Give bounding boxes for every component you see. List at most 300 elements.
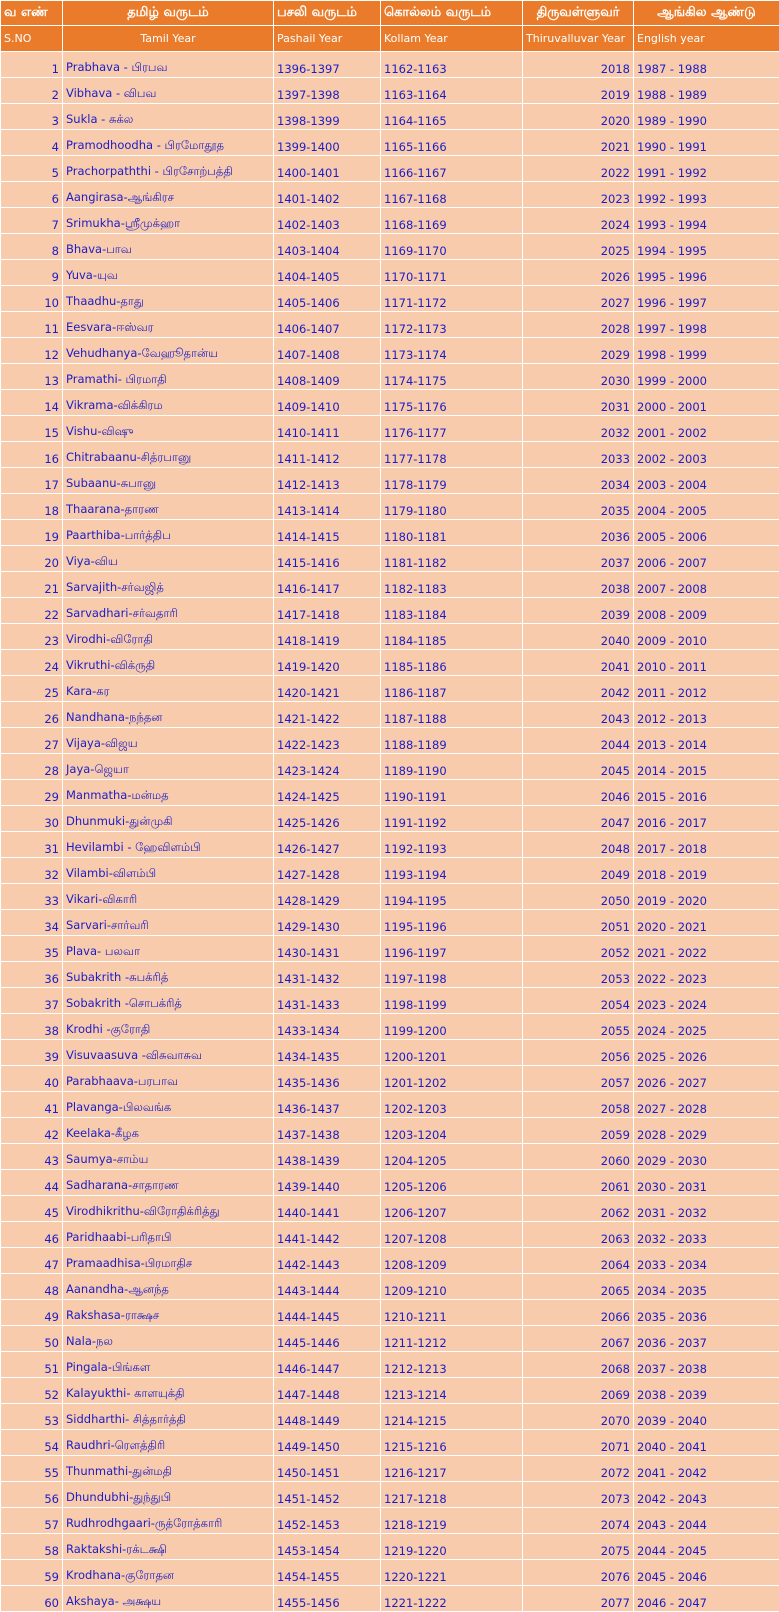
cell-sno: 54: [1, 1430, 63, 1456]
table-row: [1, 1144, 779, 1170]
cell-pashail-year: 1445-1446: [274, 1326, 381, 1352]
header-sno-tamil: வ எண்: [1, 1, 63, 26]
cell-pashail-year: 1449-1450: [274, 1430, 381, 1456]
cell-sno: 12: [1, 338, 63, 364]
cell-tamil-year: Nandhana-நந்தன: [63, 702, 274, 728]
cell-thiruvalluvar-year: 2057: [523, 1066, 634, 1092]
table-row: [1, 312, 779, 338]
cell-english-year: 2011 - 2012: [634, 676, 779, 702]
cell-pashail-year: 1430-1431: [274, 936, 381, 962]
header-tamil-year: Tamil Year: [63, 26, 274, 52]
cell-kollam-year: 1208-1209: [381, 1248, 523, 1274]
cell-tamil-year: Siddharthi- சித்தார்த்தி: [63, 1404, 274, 1430]
cell-kollam-year: 1167-1168: [381, 182, 523, 208]
cell-tamil-year: Sadharana-சாதாரண: [63, 1170, 274, 1196]
cell-thiruvalluvar-year: 2073: [523, 1482, 634, 1508]
cell-sno: 42: [1, 1118, 63, 1144]
cell-kollam-year: 1219-1220: [381, 1534, 523, 1560]
cell-thiruvalluvar-year: 2055: [523, 1014, 634, 1040]
cell-pashail-year: 1408-1409: [274, 364, 381, 390]
cell-thiruvalluvar-year: 2075: [523, 1534, 634, 1560]
cell-sno: 52: [1, 1378, 63, 1404]
cell-thiruvalluvar-year: 2041: [523, 650, 634, 676]
cell-thiruvalluvar-year: 2044: [523, 728, 634, 754]
cell-pashail-year: 1441-1442: [274, 1222, 381, 1248]
cell-kollam-year: 1175-1176: [381, 390, 523, 416]
cell-tamil-year: Nala-நல: [63, 1326, 274, 1352]
header-english-year: English year: [634, 26, 779, 52]
table-row: [1, 260, 779, 286]
cell-sno: 2: [1, 78, 63, 104]
cell-english-year: 1999 - 2000: [634, 364, 779, 390]
cell-tamil-year: Keelaka-கீழக: [63, 1118, 274, 1144]
cell-kollam-year: 1190-1191: [381, 780, 523, 806]
cell-tamil-year: Thunmathi-துன்மதி: [63, 1456, 274, 1482]
cell-thiruvalluvar-year: 2060: [523, 1144, 634, 1170]
cell-kollam-year: 1206-1207: [381, 1196, 523, 1222]
cell-thiruvalluvar-year: 2025: [523, 234, 634, 260]
cell-thiruvalluvar-year: 2024: [523, 208, 634, 234]
header-kollam-year-tamil: கொல்லம் வருடம்: [381, 1, 523, 26]
cell-tamil-year: Viya-விய: [63, 546, 274, 572]
cell-kollam-year: 1181-1182: [381, 546, 523, 572]
cell-thiruvalluvar-year: 2064: [523, 1248, 634, 1274]
cell-kollam-year: 1184-1185: [381, 624, 523, 650]
cell-sno: 47: [1, 1248, 63, 1274]
header-row-tamil: [1, 1, 779, 26]
cell-pashail-year: 1406-1407: [274, 312, 381, 338]
cell-thiruvalluvar-year: 2027: [523, 286, 634, 312]
table-row: [1, 390, 779, 416]
table-row: [1, 780, 779, 806]
cell-english-year: 2021 - 2022: [634, 936, 779, 962]
cell-pashail-year: 1447-1448: [274, 1378, 381, 1404]
cell-english-year: 1995 - 1996: [634, 260, 779, 286]
table-row: [1, 936, 779, 962]
table-row: [1, 156, 779, 182]
cell-thiruvalluvar-year: 2063: [523, 1222, 634, 1248]
cell-thiruvalluvar-year: 2049: [523, 858, 634, 884]
cell-tamil-year: Pramodhoodha - பிரமோதூத: [63, 130, 274, 156]
cell-tamil-year: Sukla - சுக்ல: [63, 104, 274, 130]
table-row: [1, 754, 779, 780]
cell-english-year: 1989 - 1990: [634, 104, 779, 130]
cell-thiruvalluvar-year: 2021: [523, 130, 634, 156]
cell-thiruvalluvar-year: 2058: [523, 1092, 634, 1118]
cell-thiruvalluvar-year: 2062: [523, 1196, 634, 1222]
table-row: [1, 1404, 779, 1430]
cell-sno: 32: [1, 858, 63, 884]
cell-kollam-year: 1182-1183: [381, 572, 523, 598]
table-row: [1, 1482, 779, 1508]
cell-pashail-year: 1399-1400: [274, 130, 381, 156]
cell-thiruvalluvar-year: 2026: [523, 260, 634, 286]
cell-pashail-year: 1424-1425: [274, 780, 381, 806]
cell-pashail-year: 1443-1444: [274, 1274, 381, 1300]
cell-english-year: 2024 - 2025: [634, 1014, 779, 1040]
cell-pashail-year: 1401-1402: [274, 182, 381, 208]
cell-english-year: 1992 - 1993: [634, 182, 779, 208]
cell-sno: 40: [1, 1066, 63, 1092]
table-row: [1, 182, 779, 208]
table-row: [1, 1092, 779, 1118]
table-row: [1, 858, 779, 884]
cell-tamil-year: Krodhi -குரோதி: [63, 1014, 274, 1040]
cell-english-year: 1988 - 1989: [634, 78, 779, 104]
cell-pashail-year: 1422-1423: [274, 728, 381, 754]
table-row: [1, 416, 779, 442]
cell-tamil-year: Bhava-பாவ: [63, 234, 274, 260]
cell-pashail-year: 1438-1439: [274, 1144, 381, 1170]
cell-kollam-year: 1193-1194: [381, 858, 523, 884]
cell-pashail-year: 1455-1456: [274, 1586, 381, 1612]
cell-english-year: 2046 - 2047: [634, 1586, 779, 1612]
cell-sno: 13: [1, 364, 63, 390]
table-row: [1, 1508, 779, 1534]
cell-thiruvalluvar-year: 2043: [523, 702, 634, 728]
cell-tamil-year: Plavanga-பிலவங்க: [63, 1092, 274, 1118]
cell-pashail-year: 1429-1430: [274, 910, 381, 936]
cell-english-year: 2033 - 2034: [634, 1248, 779, 1274]
table-row: [1, 884, 779, 910]
table-row: [1, 1222, 779, 1248]
cell-sno: 21: [1, 572, 63, 598]
cell-sno: 11: [1, 312, 63, 338]
cell-english-year: 2002 - 2003: [634, 442, 779, 468]
cell-kollam-year: 1207-1208: [381, 1222, 523, 1248]
cell-pashail-year: 1414-1415: [274, 520, 381, 546]
table-row: [1, 338, 779, 364]
table-row: [1, 1014, 779, 1040]
cell-thiruvalluvar-year: 2077: [523, 1586, 634, 1612]
cell-tamil-year: Yuva-யுவ: [63, 260, 274, 286]
cell-english-year: 1996 - 1997: [634, 286, 779, 312]
cell-tamil-year: Paarthiba-பார்த்திப: [63, 520, 274, 546]
cell-tamil-year: Sobakrith -சொபக்ரித்: [63, 988, 274, 1014]
header-sno: S.NO: [1, 26, 63, 52]
cell-english-year: 2017 - 2018: [634, 832, 779, 858]
cell-tamil-year: Rakshasa-ராக்ஷச: [63, 1300, 274, 1326]
cell-sno: 55: [1, 1456, 63, 1482]
table-row: [1, 1040, 779, 1066]
cell-english-year: 2014 - 2015: [634, 754, 779, 780]
cell-sno: 49: [1, 1300, 63, 1326]
cell-kollam-year: 1209-1210: [381, 1274, 523, 1300]
cell-kollam-year: 1180-1181: [381, 520, 523, 546]
cell-pashail-year: 1450-1451: [274, 1456, 381, 1482]
cell-sno: 6: [1, 182, 63, 208]
cell-kollam-year: 1215-1216: [381, 1430, 523, 1456]
cell-sno: 56: [1, 1482, 63, 1508]
cell-pashail-year: 1398-1399: [274, 104, 381, 130]
cell-kollam-year: 1205-1206: [381, 1170, 523, 1196]
cell-kollam-year: 1198-1199: [381, 988, 523, 1014]
header-thiruvalluvar-year: Thiruvalluvar Year: [523, 26, 634, 52]
cell-pashail-year: 1402-1403: [274, 208, 381, 234]
table-row: [1, 104, 779, 130]
cell-sno: 7: [1, 208, 63, 234]
cell-english-year: 2045 - 2046: [634, 1560, 779, 1586]
cell-pashail-year: 1428-1429: [274, 884, 381, 910]
cell-pashail-year: 1410-1411: [274, 416, 381, 442]
cell-pashail-year: 1411-1412: [274, 442, 381, 468]
cell-english-year: 2028 - 2029: [634, 1118, 779, 1144]
cell-tamil-year: Kalayukthi- காளயுக்தி: [63, 1378, 274, 1404]
cell-english-year: 2034 - 2035: [634, 1274, 779, 1300]
cell-sno: 14: [1, 390, 63, 416]
cell-tamil-year: Sarvadhari-சர்வதாரி: [63, 598, 274, 624]
cell-kollam-year: 1213-1214: [381, 1378, 523, 1404]
cell-kollam-year: 1200-1201: [381, 1040, 523, 1066]
cell-tamil-year: Aanandha-ஆனந்த: [63, 1274, 274, 1300]
cell-tamil-year: Jaya-ஜெயா: [63, 754, 274, 780]
cell-thiruvalluvar-year: 2056: [523, 1040, 634, 1066]
table-row: [1, 286, 779, 312]
cell-thiruvalluvar-year: 2038: [523, 572, 634, 598]
cell-thiruvalluvar-year: 2046: [523, 780, 634, 806]
cell-sno: 53: [1, 1404, 63, 1430]
cell-sno: 27: [1, 728, 63, 754]
cell-thiruvalluvar-year: 2051: [523, 910, 634, 936]
cell-english-year: 2022 - 2023: [634, 962, 779, 988]
cell-sno: 29: [1, 780, 63, 806]
cell-sno: 37: [1, 988, 63, 1014]
table-row: [1, 52, 779, 78]
cell-thiruvalluvar-year: 2029: [523, 338, 634, 364]
cell-english-year: 2040 - 2041: [634, 1430, 779, 1456]
cell-english-year: 2015 - 2016: [634, 780, 779, 806]
table-row: [1, 702, 779, 728]
cell-sno: 44: [1, 1170, 63, 1196]
cell-kollam-year: 1162-1163: [381, 52, 523, 78]
cell-english-year: 2003 - 2004: [634, 468, 779, 494]
cell-english-year: 2035 - 2036: [634, 1300, 779, 1326]
cell-tamil-year: Subaanu-சுபானு: [63, 468, 274, 494]
cell-thiruvalluvar-year: 2023: [523, 182, 634, 208]
cell-thiruvalluvar-year: 2036: [523, 520, 634, 546]
cell-tamil-year: Sarvari-சார்வரி: [63, 910, 274, 936]
cell-thiruvalluvar-year: 2031: [523, 390, 634, 416]
cell-tamil-year: Pramaadhisa-பிரமாதிச: [63, 1248, 274, 1274]
cell-english-year: 2029 - 2030: [634, 1144, 779, 1170]
header-row-english: [1, 26, 779, 52]
table-row: [1, 572, 779, 598]
cell-thiruvalluvar-year: 2019: [523, 78, 634, 104]
cell-tamil-year: Plava- பலவா: [63, 936, 274, 962]
cell-sno: 15: [1, 416, 63, 442]
cell-sno: 60: [1, 1586, 63, 1612]
table-row: [1, 494, 779, 520]
table-row: [1, 650, 779, 676]
cell-sno: 48: [1, 1274, 63, 1300]
cell-tamil-year: Dhunmuki-துன்முகி: [63, 806, 274, 832]
cell-sno: 30: [1, 806, 63, 832]
cell-kollam-year: 1188-1189: [381, 728, 523, 754]
table-row: [1, 1170, 779, 1196]
cell-pashail-year: 1413-1414: [274, 494, 381, 520]
cell-tamil-year: Saumya-சாம்ய: [63, 1144, 274, 1170]
cell-english-year: 2007 - 2008: [634, 572, 779, 598]
cell-pashail-year: 1435-1436: [274, 1066, 381, 1092]
cell-kollam-year: 1165-1166: [381, 130, 523, 156]
header-kollam-year: Kollam Year: [381, 26, 523, 52]
cell-kollam-year: 1216-1217: [381, 1456, 523, 1482]
cell-pashail-year: 1433-1434: [274, 1014, 381, 1040]
cell-kollam-year: 1196-1197: [381, 936, 523, 962]
cell-english-year: 2025 - 2026: [634, 1040, 779, 1066]
cell-sno: 31: [1, 832, 63, 858]
cell-pashail-year: 1451-1452: [274, 1482, 381, 1508]
cell-english-year: 2044 - 2045: [634, 1534, 779, 1560]
table-row: [1, 728, 779, 754]
table-row: [1, 676, 779, 702]
cell-thiruvalluvar-year: 2061: [523, 1170, 634, 1196]
cell-sno: 24: [1, 650, 63, 676]
table-row: [1, 1066, 779, 1092]
cell-english-year: 2004 - 2005: [634, 494, 779, 520]
cell-tamil-year: Hevilambi - ஹேவிளம்பி: [63, 832, 274, 858]
header-english-year-tamil: ஆங்கில ஆண்டு: [634, 1, 779, 26]
cell-english-year: 2001 - 2002: [634, 416, 779, 442]
table-row: [1, 364, 779, 390]
cell-english-year: 1987 - 1988: [634, 52, 779, 78]
cell-thiruvalluvar-year: 2053: [523, 962, 634, 988]
cell-tamil-year: Vehudhanya-வேஹூதான்ய: [63, 338, 274, 364]
cell-sno: 46: [1, 1222, 63, 1248]
cell-pashail-year: 1442-1443: [274, 1248, 381, 1274]
cell-pashail-year: 1454-1455: [274, 1560, 381, 1586]
cell-sno: 33: [1, 884, 63, 910]
cell-pashail-year: 1412-1413: [274, 468, 381, 494]
header-pashail-year: Pashail Year: [274, 26, 381, 52]
cell-kollam-year: 1186-1187: [381, 676, 523, 702]
cell-pashail-year: 1420-1421: [274, 676, 381, 702]
cell-kollam-year: 1202-1203: [381, 1092, 523, 1118]
cell-kollam-year: 1183-1184: [381, 598, 523, 624]
cell-tamil-year: Pingala-பிங்கள: [63, 1352, 274, 1378]
table-row: [1, 624, 779, 650]
cell-sno: 51: [1, 1352, 63, 1378]
cell-kollam-year: 1191-1192: [381, 806, 523, 832]
table-row: [1, 988, 779, 1014]
cell-english-year: 2006 - 2007: [634, 546, 779, 572]
cell-pashail-year: 1415-1416: [274, 546, 381, 572]
cell-thiruvalluvar-year: 2067: [523, 1326, 634, 1352]
cell-kollam-year: 1218-1219: [381, 1508, 523, 1534]
cell-english-year: 2027 - 2028: [634, 1092, 779, 1118]
table-row: [1, 1586, 779, 1612]
cell-pashail-year: 1404-1405: [274, 260, 381, 286]
cell-tamil-year: Visuvaasuva -விசுவாசுவ: [63, 1040, 274, 1066]
cell-kollam-year: 1189-1190: [381, 754, 523, 780]
cell-thiruvalluvar-year: 2071: [523, 1430, 634, 1456]
cell-english-year: 2012 - 2013: [634, 702, 779, 728]
cell-sno: 22: [1, 598, 63, 624]
cell-kollam-year: 1164-1165: [381, 104, 523, 130]
cell-sno: 45: [1, 1196, 63, 1222]
cell-english-year: 2026 - 2027: [634, 1066, 779, 1092]
cell-english-year: 2023 - 2024: [634, 988, 779, 1014]
cell-tamil-year: Aangirasa-ஆங்கிரச: [63, 182, 274, 208]
cell-pashail-year: 1397-1398: [274, 78, 381, 104]
cell-pashail-year: 1425-1426: [274, 806, 381, 832]
cell-sno: 28: [1, 754, 63, 780]
table-row: [1, 910, 779, 936]
cell-pashail-year: 1446-1447: [274, 1352, 381, 1378]
cell-sno: 39: [1, 1040, 63, 1066]
cell-sno: 3: [1, 104, 63, 130]
table-row: [1, 1196, 779, 1222]
cell-sno: 19: [1, 520, 63, 546]
table-row: [1, 1456, 779, 1482]
cell-thiruvalluvar-year: 2040: [523, 624, 634, 650]
cell-tamil-year: Subakrith -சுபக்ரித்: [63, 962, 274, 988]
cell-english-year: 2009 - 2010: [634, 624, 779, 650]
cell-sno: 10: [1, 286, 63, 312]
cell-kollam-year: 1221-1222: [381, 1586, 523, 1612]
cell-english-year: 2039 - 2040: [634, 1404, 779, 1430]
cell-english-year: 2037 - 2038: [634, 1352, 779, 1378]
header-pashail-year-tamil: பசலி வருடம்: [274, 1, 381, 26]
cell-pashail-year: 1436-1437: [274, 1092, 381, 1118]
cell-thiruvalluvar-year: 2020: [523, 104, 634, 130]
cell-kollam-year: 1168-1169: [381, 208, 523, 234]
cell-pashail-year: 1396-1397: [274, 52, 381, 78]
cell-tamil-year: Dhundubhi-துந்துபி: [63, 1482, 274, 1508]
cell-english-year: 1993 - 1994: [634, 208, 779, 234]
cell-tamil-year: Sarvajith-சர்வஜித்: [63, 572, 274, 598]
cell-english-year: 2020 - 2021: [634, 910, 779, 936]
cell-pashail-year: 1409-1410: [274, 390, 381, 416]
cell-thiruvalluvar-year: 2034: [523, 468, 634, 494]
cell-thiruvalluvar-year: 2039: [523, 598, 634, 624]
cell-kollam-year: 1166-1167: [381, 156, 523, 182]
cell-tamil-year: Akshaya- அக்ஷய: [63, 1586, 274, 1612]
cell-kollam-year: 1195-1196: [381, 910, 523, 936]
cell-sno: 41: [1, 1092, 63, 1118]
cell-english-year: 2042 - 2043: [634, 1482, 779, 1508]
cell-pashail-year: 1448-1449: [274, 1404, 381, 1430]
cell-thiruvalluvar-year: 2052: [523, 936, 634, 962]
cell-tamil-year: Chitrabaanu-சித்ரபானு: [63, 442, 274, 468]
cell-kollam-year: 1173-1174: [381, 338, 523, 364]
cell-english-year: 2010 - 2011: [634, 650, 779, 676]
cell-thiruvalluvar-year: 2066: [523, 1300, 634, 1326]
cell-kollam-year: 1185-1186: [381, 650, 523, 676]
cell-thiruvalluvar-year: 2068: [523, 1352, 634, 1378]
cell-thiruvalluvar-year: 2050: [523, 884, 634, 910]
cell-pashail-year: 1405-1406: [274, 286, 381, 312]
cell-sno: 58: [1, 1534, 63, 1560]
cell-tamil-year: Prabhava - பிரபவ: [63, 52, 274, 78]
table-row: [1, 962, 779, 988]
cell-tamil-year: Pramathi- பிரமாதி: [63, 364, 274, 390]
cell-sno: 34: [1, 910, 63, 936]
cell-kollam-year: 1170-1171: [381, 260, 523, 286]
cell-kollam-year: 1163-1164: [381, 78, 523, 104]
cell-kollam-year: 1203-1204: [381, 1118, 523, 1144]
cell-kollam-year: 1178-1179: [381, 468, 523, 494]
cell-english-year: 2005 - 2006: [634, 520, 779, 546]
cell-tamil-year: Paridhaabi-பரிதாபி: [63, 1222, 274, 1248]
cell-sno: 59: [1, 1560, 63, 1586]
cell-thiruvalluvar-year: 2076: [523, 1560, 634, 1586]
cell-thiruvalluvar-year: 2030: [523, 364, 634, 390]
table-row: [1, 546, 779, 572]
cell-sno: 17: [1, 468, 63, 494]
cell-thiruvalluvar-year: 2022: [523, 156, 634, 182]
cell-kollam-year: 1176-1177: [381, 416, 523, 442]
